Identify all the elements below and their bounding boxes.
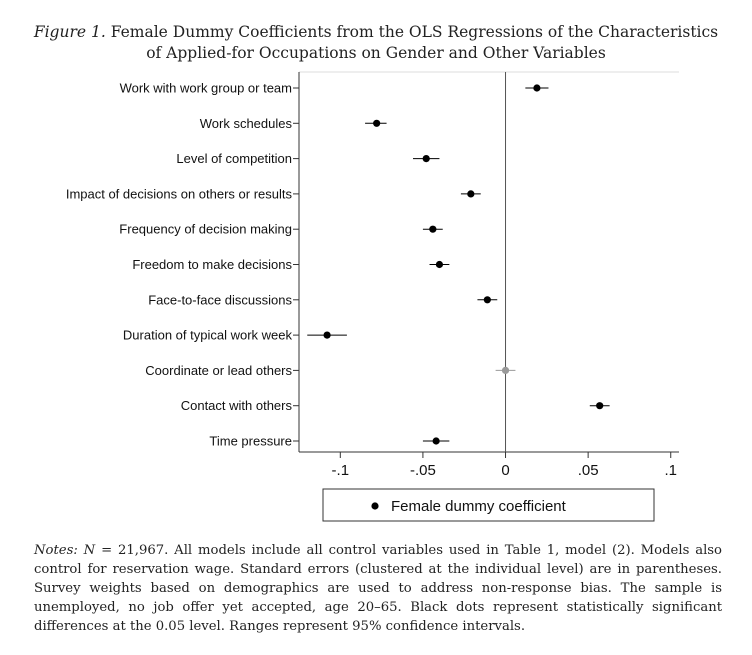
category-label-4: Frequency of decision making (119, 221, 292, 237)
coefficient-point-2 (423, 155, 430, 162)
category-label-6: Face-to-face discussions (148, 292, 292, 308)
coefficient-point-3 (467, 190, 474, 197)
x-tick-label-1: -.05 (409, 462, 436, 479)
x-tick-label-0: -.1 (331, 462, 350, 479)
coefficient-point-1 (373, 120, 380, 127)
figure-title-line2: of Applied-for Occupations on Gender and Other Variables (146, 44, 606, 62)
figure-label: Figure 1. (33, 23, 106, 41)
category-label-9: Contact with others (180, 398, 292, 414)
legend-marker (371, 502, 378, 509)
notes-lead: Notes: (34, 543, 78, 558)
legend-label: Female dummy coefficient (391, 498, 566, 515)
coefficient-point-4 (429, 226, 436, 233)
figure-title-text1: Female Dummy Coefficients from the OLS Regressions of the Characteristics (110, 23, 719, 41)
category-label-3: Impact of decisions on others or results (65, 186, 292, 202)
category-label-10: Time pressure (209, 433, 292, 449)
figure-notes (34, 541, 722, 636)
notes-text: = 21,967. All models include all control variables used in Table 1, model (2). Models also control for reservation wage. Standard errors (clustered at the individual level) are in parentheses. Survey weights based on demographics are used to address non-response bias. The sample is unemployed, no job offer yet accepted, age 20–65. Black dots represent statistically significant differences at the 0.05 level. Ranges represent 95% confidence intervals. (34, 543, 722, 634)
coefficient-point-10 (433, 437, 440, 444)
category-label-2: Level of competition (176, 151, 292, 167)
x-tick-label-4: .1 (664, 462, 677, 479)
coefficient-point-5 (436, 261, 443, 268)
category-label-8: Coordinate or lead others (145, 362, 292, 378)
coefficient-point-6 (484, 296, 491, 303)
category-label-7: Duration of typical work week (122, 327, 292, 343)
category-label-0: Work with work group or team (119, 80, 292, 96)
coefficient-point-8 (502, 367, 509, 374)
category-label-1: Work schedules (199, 115, 292, 131)
notes-n-label: N (83, 543, 96, 558)
x-tick-label-2: 0 (501, 462, 510, 479)
category-label-5: Freedom to make decisions (132, 257, 292, 272)
coefficient-point-9 (596, 402, 603, 409)
coefficient-point-0 (533, 84, 540, 91)
x-tick-label-3: .05 (577, 462, 599, 479)
coefficient-point-7 (323, 332, 330, 339)
